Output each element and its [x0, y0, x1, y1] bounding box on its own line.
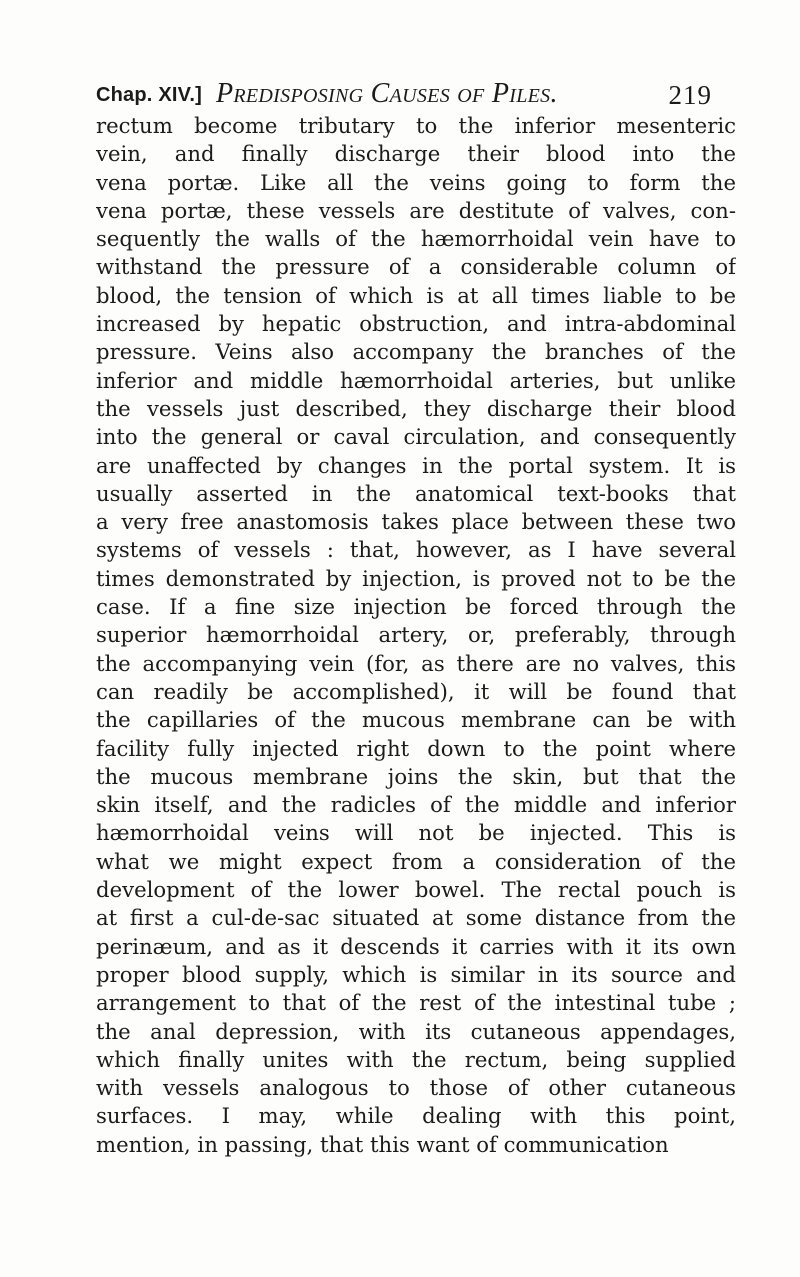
chapter-label: Chap. XIV.] [96, 84, 202, 106]
text-line: increased by hepatic obstruction, and intra-abdominal [96, 311, 736, 337]
text-line: systems of vessels : that, however, as I have several [96, 537, 736, 563]
text-line: which finally unites with the rectum, being supplied [96, 1046, 736, 1072]
running-header [96, 78, 712, 108]
text-line: blood, the tension of which is at all times liable to be [96, 282, 736, 308]
text-line: withstand the pressure of a considerable column of [96, 254, 736, 280]
body-text [96, 112, 736, 1159]
text-line: proper blood supply, which is similar in its source and [96, 961, 736, 987]
text-line: at first a cul-de-sac situated at some distance from the [96, 905, 736, 931]
text-line: are unaffected by changes in the portal system. It is [96, 452, 736, 478]
text-line: facility fully injected right down to the point where [96, 735, 736, 761]
text-line: vena portæ, these vessels are destitute of valves, con- [96, 197, 736, 223]
text-line: times demonstrated by injection, is proved not to be the [96, 565, 736, 591]
text-line: surfaces. I may, while dealing with this point, [96, 1103, 736, 1129]
text-line: pressure. Veins also accompany the branches of the [96, 339, 736, 365]
text-line: perinæum, and as it descends it carries with it its own [96, 933, 736, 959]
text-line: case. If a fine size injection be forced through the [96, 594, 736, 620]
text-line: the vessels just described, they discharge their blood [96, 395, 736, 421]
text-line: with vessels analogous to those of other cutaneous [96, 1075, 736, 1101]
text-line: mention, in passing, that this want of communication [96, 1131, 669, 1157]
text-line: hæmorrhoidal veins will not be injected. This is [96, 820, 736, 846]
text-line: vein, and finally discharge their blood into the [96, 141, 736, 167]
text-line: the anal depression, with its cutaneous appendages, [96, 1018, 736, 1044]
text-line: the capillaries of the mucous membrane can be with [96, 707, 736, 733]
text-line: vena portæ. Like all the veins going to form the [96, 169, 736, 195]
text-line: into the general or caval circulation, and consequently [96, 424, 736, 450]
text-line: what we might expect from a consideration of the [96, 848, 736, 874]
text-line: a very free anastomosis takes place between these two [96, 509, 736, 535]
text-line: development of the lower bowel. The rectal pouch is [96, 877, 736, 903]
text-line: sequently the walls of the hæmorrhoidal vein have to [96, 226, 736, 252]
text-line: skin itself, and the radicles of the middle and inferior [96, 792, 736, 818]
text-line: rectum become tributary to the inferior mesenteric [96, 113, 736, 138]
page-number: 219 [668, 80, 712, 110]
text-line: inferior and middle hæmorrhoidal arteries, but unlike [96, 367, 736, 393]
text-line: arrangement to that of the rest of the intestinal tube ; [96, 990, 736, 1016]
text-line: superior hæmorrhoidal artery, or, preferably, through [96, 622, 736, 648]
text-line: the mucous membrane joins the skin, but that the [96, 763, 736, 789]
text-line: the accompanying vein (for, as there are no valves, this [96, 650, 736, 676]
text-line: can readily be accomplished), it will be found that [96, 678, 736, 704]
text-line: usually asserted in the anatomical text-books that [96, 480, 736, 506]
running-title: Predisposing Causes of Piles. [216, 78, 558, 109]
